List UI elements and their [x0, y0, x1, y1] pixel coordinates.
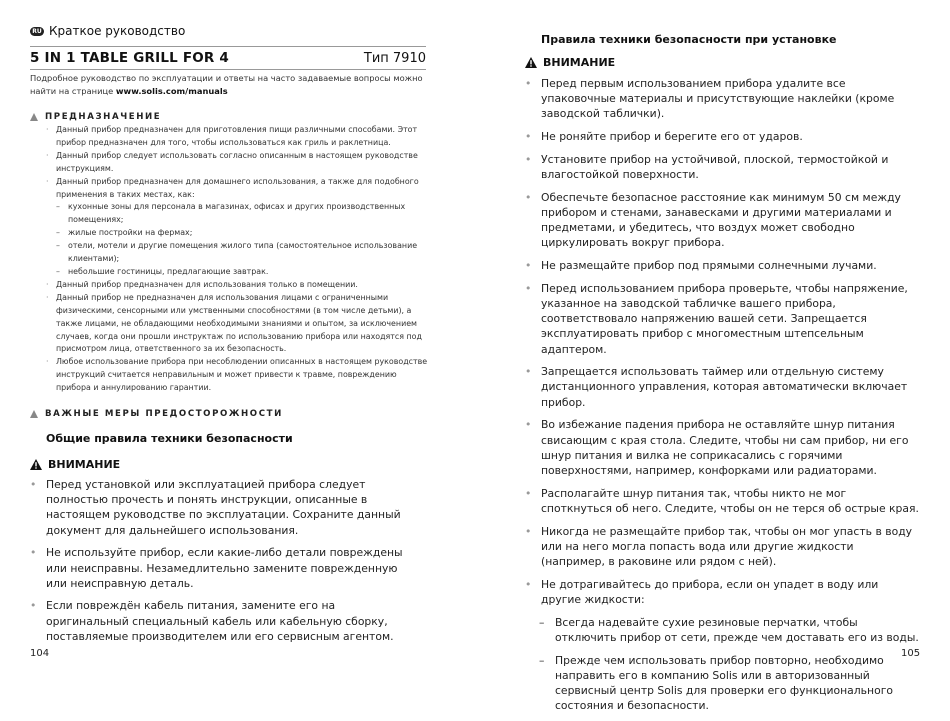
- installation-warning-list: [525, 76, 920, 721]
- list-item: • Если повреждён кабель питания, замените его на оригинальный специальный кабель или кабельную сборку, поставляемые производителем или его сервисным агентом.: [30, 598, 410, 644]
- precautions-heading-label: ВАЖНЫЕ МЕРЫ ПРЕДОСТОРОЖНОСТИ: [45, 409, 283, 419]
- list-item: • Установите прибор на устойчивой, плоской, термостойкой и влагостойкой поверхности.: [525, 152, 920, 182]
- general-rules-heading: Общие правила техники безопасности: [46, 432, 293, 445]
- header-title: Краткое руководство: [49, 24, 186, 38]
- page-header: [30, 24, 185, 38]
- page-number: 105: [901, 648, 921, 659]
- intro-paragraph: [30, 72, 426, 98]
- type-label: Тип 7910: [363, 50, 426, 66]
- sub-list-item: – Прежде чем использовать прибор повторно, необходимо направить его в компанию Solis или в авторизованный сервисный центр Solis для проверки его функционального состояния и безопасности.: [525, 653, 920, 714]
- list-item: · Данный прибор предназначен для домашнего использования, а также для подобного применения в таких местах, как:: [46, 176, 430, 202]
- general-warning-list: [30, 477, 410, 652]
- sub-list-item: – кухонные зоны для персонала в магазинах, офисах и других производственных помещениях;: [46, 201, 430, 227]
- language-badge: RU: [30, 27, 44, 36]
- purpose-section-heading: [30, 112, 161, 122]
- product-title: 5 IN 1 TABLE GRILL FOR 4: [30, 50, 230, 66]
- warning-icon: [30, 459, 42, 470]
- list-item: · Данный прибор предназначен для использования только в помещении.: [46, 279, 430, 292]
- list-item: • Во избежание падения прибора не оставляйте шнур питания свисающим с края стола. Следите, чтобы ни сам прибор, ни его шнур питания и вилка не соприкасались с горячими поверхностями, например, конфорками или радиаторами.: [525, 417, 920, 478]
- list-item: · Любое использование прибора при несоблюдении описанных в настоящем руководстве инструкций считается неправильным и может привести к травме, повреждению прибора и аннулированию гарантии.: [46, 356, 430, 395]
- purpose-list: [46, 124, 430, 395]
- page-number: 104: [30, 648, 50, 659]
- list-item: · Данный прибор предназначен для приготовления пищи различными способами. Этот прибор предназначен для того, чтобы использоваться как гриль и раклетница.: [46, 124, 430, 150]
- warning-label: ВНИМАНИЕ: [543, 56, 616, 69]
- list-item: • Не используйте прибор, если какие-либо детали повреждены или неисправны. Незамедлительно замените поврежденную или неисправную деталь.: [30, 545, 410, 591]
- triangle-icon: [30, 410, 38, 418]
- sub-list-item: – небольшие гостиницы, предлагающие завтрак.: [46, 266, 430, 279]
- list-item: • Не размещайте прибор под прямыми солнечными лучами.: [525, 258, 920, 273]
- list-item: • Не дотрагивайтесь до прибора, если он упадет в воду или другие жидкости:: [525, 577, 920, 607]
- list-item: • Никогда не размещайте прибор так, чтобы он мог упасть в воду или на него могла попасть вода или другие жидкости (например, в раковине или рядом с ней).: [525, 524, 920, 570]
- warning-label: ВНИМАНИЕ: [48, 458, 121, 471]
- list-item: • Обеспечьте безопасное расстояние как минимум 50 см между прибором и стенами, занавесками и другими материалами и предметами, и убедитесь, что воздух может свободно циркулировать вокруг прибора.: [525, 190, 920, 251]
- list-item: · Данный прибор следует использовать согласно описанным в настоящем руководстве инструкциям.: [46, 150, 430, 176]
- list-item: • Располагайте шнур питания так, чтобы никто не мог споткнуться об него. Следите, чтобы он не терся об острые края.: [525, 486, 920, 516]
- list-item: • Запрещается использовать таймер или отдельную систему дистанционного управления, которая автоматически включает прибор.: [525, 364, 920, 410]
- sub-list-item: – жилые постройки на фермах;: [46, 227, 430, 240]
- list-item: • Не роняйте прибор и берегите его от ударов.: [525, 129, 920, 144]
- title-bar: [30, 46, 426, 70]
- triangle-icon: [30, 113, 38, 121]
- warning-icon: [525, 57, 537, 68]
- purpose-heading-label: ПРЕДНАЗНАЧЕНИЕ: [45, 112, 162, 122]
- list-item: • Перед установкой или эксплуатацией прибора следует полностью прочесть и понять инструкции, описанные в настоящем руководстве по эксплуатации. Сохраните данный документ для дальнейшего использования.: [30, 477, 410, 538]
- list-item: • Перед первым использованием прибора удалите все упаковочные материалы и присутствующие наклейки (кроме заводской таблички).: [525, 76, 920, 122]
- manual-url-link[interactable]: www.solis.com/manuals: [115, 86, 228, 96]
- warning-heading: [525, 56, 615, 69]
- intro-text: Подробное руководство по эксплуатации и ответы на часто задаваемые вопросы можно найти на странице: [30, 73, 423, 96]
- precautions-section-heading: [30, 409, 283, 419]
- left-page: [0, 0, 475, 660]
- right-page: [475, 0, 950, 713]
- warning-heading: [30, 458, 120, 471]
- list-item: • Перед использованием прибора проверьте, чтобы напряжение, указанное на заводской табличке вашего прибора, соответствовало напряжению вашей сети. Запрещается эксплуатировать прибор с многоместным штепсельным адаптером.: [525, 281, 920, 357]
- installation-rules-heading: Правила техники безопасности при установке: [541, 33, 837, 46]
- sub-list-item: – Всегда надевайте сухие резиновые перчатки, чтобы отключить прибор от сети, прежде чем доставать его из воды.: [525, 615, 920, 645]
- sub-list-item: – отели, мотели и другие помещения жилого типа (самостоятельное использование клиентами);: [46, 240, 430, 266]
- list-item: · Данный прибор не предназначен для использования лицами с ограниченными физическими, сенсорными или умственными способностями (в том числе детьми), а также лицами, не обладающими необходимыми знаниями и опытом, за исключением случаев, когда они прошли инструктаж по использованию прибора или находятся под присмотром лица, ответственного за их безопасность.: [46, 292, 430, 357]
